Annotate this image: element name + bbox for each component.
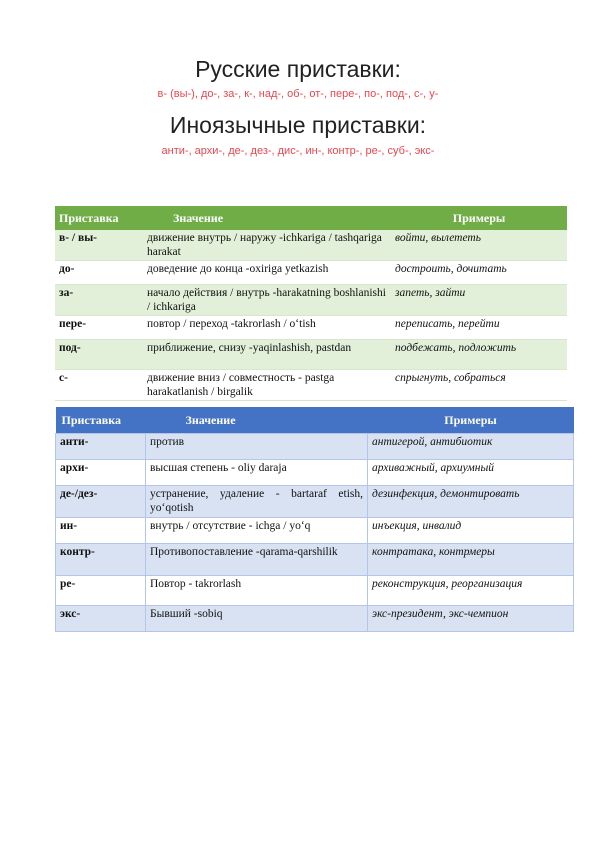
table-row xyxy=(56,544,574,576)
examples-cell: антигерой, антибиотик xyxy=(368,434,574,460)
column-header-prefix: Приставка xyxy=(55,206,143,230)
prefix-cell: за- xyxy=(55,285,143,316)
column-header-meaning: Значение xyxy=(146,407,368,434)
meaning-cell: против xyxy=(146,434,368,460)
examples-cell: реконструкция, реорганизация xyxy=(368,576,574,606)
examples-cell: подбежать, подложить xyxy=(391,340,567,370)
meaning-cell: Бывший -sobiq xyxy=(146,606,368,632)
meaning-cell: Противопоставление -qarama-qarshilik xyxy=(146,544,368,576)
examples-cell: инъекция, инвалид xyxy=(368,518,574,544)
examples-cell: переписать, перейти xyxy=(391,316,567,340)
table-row xyxy=(56,576,574,606)
meaning-cell: внутрь / отсутствие - ichga / yo‘q xyxy=(146,518,368,544)
column-header-meaning: Значение xyxy=(143,206,391,230)
examples-cell: войти, вылететь xyxy=(391,230,567,261)
meaning-cell: устранение, удаление - bartaraf etish, yo‘qotish xyxy=(146,486,368,518)
russian-prefixes-table xyxy=(55,206,567,401)
prefix-cell: под- xyxy=(55,340,143,370)
meaning-cell: начало действия / внутрь -harakatning boshlanishi / ichkariga xyxy=(143,285,391,316)
prefix-cell: пере- xyxy=(55,316,143,340)
prefix-cell: в- / вы- xyxy=(55,230,143,261)
prefix-cell: анти- xyxy=(56,434,146,460)
column-header-examples: Примеры xyxy=(368,407,574,434)
examples-cell: спрыгнуть, собраться xyxy=(391,370,567,401)
meaning-cell: приближение, снизу -yaqinlashish, pastdan xyxy=(143,340,391,370)
meaning-cell: движение вниз / совместность - pastga harakatlanish / birgalik xyxy=(143,370,391,401)
prefix-cell: до- xyxy=(55,261,143,285)
table-row xyxy=(56,606,574,632)
examples-cell: контратака, контрмеры xyxy=(368,544,574,576)
examples-cell: запеть, зайти xyxy=(391,285,567,316)
column-header-examples: Примеры xyxy=(391,206,567,230)
meaning-cell: движение внутрь / наружу -ichkariga / tashqariga harakat xyxy=(143,230,391,261)
prefix-cell: де-/дез- xyxy=(56,486,146,518)
meaning-cell: доведение до конца -oxiriga yetkazish xyxy=(143,261,391,285)
meaning-cell: высшая степень - oliy daraja xyxy=(146,460,368,486)
prefix-cell: ин- xyxy=(56,518,146,544)
meaning-cell: повтор / переход -takrorlash / o‘tish xyxy=(143,316,391,340)
column-header-prefix: Приставка xyxy=(56,407,146,434)
examples-cell: дезинфекция, демонтировать xyxy=(368,486,574,518)
prefix-cell: с- xyxy=(55,370,143,401)
table-header-row xyxy=(56,407,574,434)
prefix-cell: архи- xyxy=(56,460,146,486)
examples-cell: достроить, дочитать xyxy=(391,261,567,285)
foreign-prefixes-table xyxy=(55,407,574,632)
table-row xyxy=(55,285,567,316)
prefix-cell: контр- xyxy=(56,544,146,576)
prefix-cell: экс- xyxy=(56,606,146,632)
prefix-cell: ре- xyxy=(56,576,146,606)
meaning-cell: Повтор - takrorlash xyxy=(146,576,368,606)
russian-prefixes-title: Русские приставки: xyxy=(195,56,401,82)
table-row xyxy=(56,460,574,486)
table-row xyxy=(55,261,567,285)
table-row xyxy=(56,486,574,518)
table-row xyxy=(56,518,574,544)
russian-prefixes-list: в- (вы-), до-, за-, к-, над-, об-, от-, пере-, по-, под-, с-, у- xyxy=(157,88,439,100)
examples-cell: экс-президент, экс-чемпион xyxy=(368,606,574,632)
table-header-row xyxy=(55,206,567,230)
table-row xyxy=(55,230,567,261)
examples-cell: архиважный, архиумный xyxy=(368,460,574,486)
table-row xyxy=(55,316,567,340)
foreign-prefixes-list: анти-, архи-, де-, дез-, дис-, ин-, контр-, ре-, суб-, экс- xyxy=(161,145,435,157)
foreign-prefixes-title: Иноязычные приставки: xyxy=(169,112,427,138)
table-row xyxy=(55,340,567,370)
table-row xyxy=(56,434,574,460)
table-row xyxy=(55,370,567,401)
